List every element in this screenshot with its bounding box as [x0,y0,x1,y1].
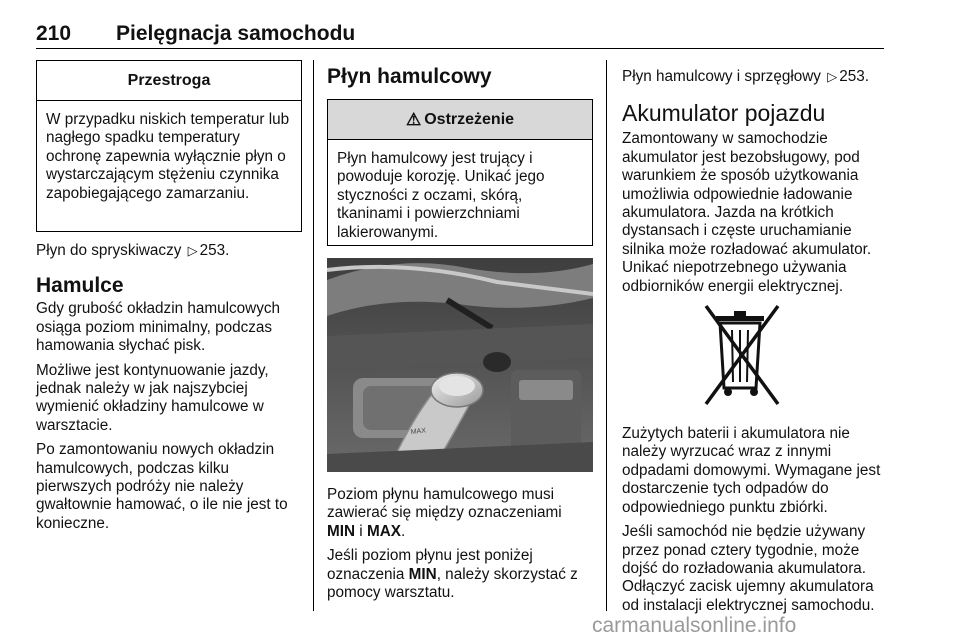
brake-fluid-reservoir-photo [327,258,593,472]
brake-fluid-low-paragraph: Jeśli poziom płynu jest poniżej oznaczenia MIN, należy skorzystać z pomocy warsztatu. [327,547,578,602]
column-divider [606,60,607,611]
max-mark-label: MAX [366,522,401,540]
triangle-right-icon: ▷ [827,69,838,84]
brake-fluid-level-paragraph: Poziom płynu hamulcowego musi zawierać się między oznaczeniami MIN i MAX. [327,486,562,540]
reservoir-illustration [327,258,593,472]
column-3 [622,60,890,621]
column-divider [313,60,314,611]
column-2 [327,60,593,608]
watermark: carmanualsonline.info [592,614,797,637]
paragraph: Jeśli samochód nie będzie używany przez ponad cztery tygodnie, może dojść do rozładowania akumulatora. Odłączyć zacisk ujemny akumulatora od instalacji elektrycznej samochodu. [622,523,875,614]
page-reference[interactable]: 253. [199,242,230,259]
paragraph: Możliwe jest kontynuowanie jazdy, jednak należy w jak najszybciej wymienić okładziny hamulcowe w warsztacie. [36,361,269,434]
warning-box [327,99,593,246]
page-number: 210 [36,22,72,45]
brake-fluid-reference: Płyn hamulcowy i sprzęgłowy ▷ 253. [622,68,869,85]
triangle-right-icon: ▷ [187,243,198,258]
header-rule [36,48,884,49]
warning-triangle-icon: ⚠ [405,109,422,129]
page-reference[interactable]: 253. [839,68,869,85]
column-1 [36,60,302,539]
warning-title: Ostrzeżenie [424,110,515,128]
paragraph: Zamontowany w samochodzie akumulator jest bezobsługowy, pod warunkiem że sposób użytkowania umożliwia odpowiednie ładowanie akumulatora. Jazda na krótkich dystansach i częste uruchamianie silnika może rozładować akumulator. Unikać niepotrzebnego używania odbiorników energii elektrycznej. [622,130,872,295]
caution-box [36,60,302,232]
brake-fluid-heading: Płyn hamulcowy [327,65,492,88]
brakes-heading: Hamulce [36,274,124,298]
warning-header [328,100,592,140]
chapter-title: Pielęgnacja samochodu [116,22,356,45]
reservoir-max-mark: MAX [410,427,427,436]
warning-text: Płyn hamulcowy jest trujący i powoduje korozję. Unikać jego styczności z oczami, skórą, tkaninami i powierzchniami lakierowanymi. [337,150,545,241]
battery-heading: Akumulator pojazdu [622,100,826,127]
caution-title: Przestroga [37,61,301,101]
crossed-out-bin-icon [704,304,780,408]
paragraph: Po zamontowaniu nowych okładzin hamulcowych, podczas kilku pierwszych podróży nie należy gwałtownie hamować, o ile nie jest to konieczne. [36,441,288,532]
min-mark-label: MIN [327,522,356,540]
paragraph: Zużytych baterii i akumulatora nie należy wyrzucać wraz z innymi odpadami domowymi. Wymagane jest dostarczenie tych odpadów do odpowiedniego punktu zbiórki. [622,425,881,516]
paragraph: Gdy grubość okładzin hamulcowych osiąga poziom minimalny, podczas hamowania słychać pisk. [36,300,281,355]
min-mark-label: MIN [408,565,437,583]
caution-text: W przypadku niskich temperatur lub nagłego spadku temperatury ochronę zapewnia wyłącznie płyn o wystarczającym stężeniu czynnika zapobiegającego zamarzaniu. [46,111,290,202]
washer-fluid-reference: Płyn do spryskiwaczy ▷ 253. [36,242,230,259]
